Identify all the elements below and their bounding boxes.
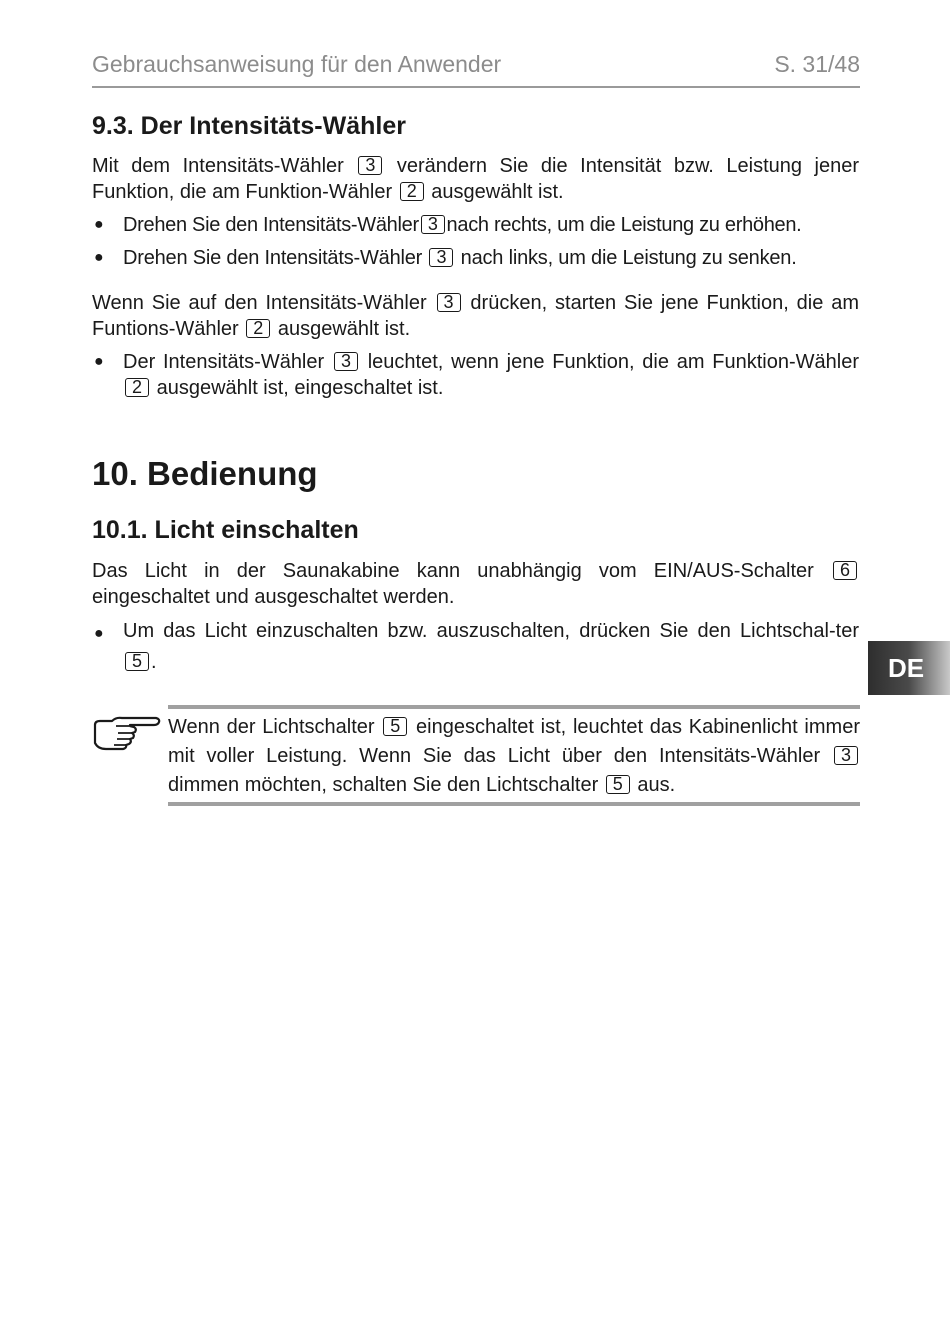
reference-box: 3 bbox=[834, 746, 858, 765]
section-10-1-intro: Das Licht in der Saunakabine kann unabhängig vom EIN/AUS-Schalter 6 eingeschaltet und ausgeschaltet werden. bbox=[92, 558, 859, 610]
reference-box: 3 bbox=[358, 156, 382, 175]
section-10-1-heading: 10.1. Licht einschalten bbox=[92, 516, 359, 544]
reference-box: 6 bbox=[833, 561, 857, 580]
document-title: Gebrauchsanweisung für den Anwender bbox=[92, 51, 502, 77]
page-content bbox=[92, 110, 859, 678]
reference-box: 5 bbox=[125, 652, 149, 671]
reference-box: 3 bbox=[334, 352, 358, 371]
reference-box: 3 bbox=[437, 293, 461, 312]
bullet-icon: ● bbox=[94, 216, 104, 233]
reference-box: 3 bbox=[429, 248, 453, 267]
pointing-hand-icon bbox=[92, 713, 162, 753]
language-tab-label: DE bbox=[888, 653, 925, 683]
list-item: ● Drehen Sie den Intensitäts-Wähler 3 nach rechts, um die Leistung zu erhöhen. bbox=[94, 214, 802, 236]
reference-box: 5 bbox=[606, 775, 630, 794]
section-9-3-heading: 9.3. Der Intensitäts-Wähler bbox=[92, 112, 406, 140]
reference-box: 2 bbox=[125, 378, 149, 397]
reference-box: 2 bbox=[400, 182, 424, 201]
reference-box: 3 bbox=[421, 215, 445, 234]
page-number: S. 31/48 bbox=[774, 51, 860, 77]
bullet-icon: ● bbox=[94, 625, 104, 642]
page-header bbox=[92, 50, 860, 88]
list-item: ● Drehen Sie den Intensitäts-Wähler 3 nach links, um die Leistung zu senken. bbox=[94, 247, 797, 269]
section-10-heading: 10. Bedienung bbox=[92, 455, 318, 492]
reference-box: 5 bbox=[383, 717, 407, 736]
reference-box: 2 bbox=[246, 319, 270, 338]
list-item: ● Um das Licht einzuschalten bzw. auszuschalten, drücken Sie den Lichtschal-ter 5 . bbox=[94, 620, 859, 673]
bullet-icon: ● bbox=[94, 353, 104, 370]
list-item: ● Der Intensitäts-Wähler 3 leuchtet, wenn jene Funktion, die am Funktion-Wähler 2 ausgewählt ist, eingeschaltet ist. bbox=[94, 351, 859, 399]
section-9-3-paragraph: Wenn Sie auf den Intensitäts-Wähler 3 drücken, starten Sie jene Funktion, die am Funtions-Wähler 2 ausgewählt ist. bbox=[92, 292, 859, 340]
bullet-icon: ● bbox=[94, 249, 104, 266]
section-9-3-intro: Mit dem Intensitäts-Wähler 3 verändern Sie die Intensität bzw. Leistung jener Funktion, die am Funktion-Wähler 2 ausgewählt ist. bbox=[92, 155, 859, 203]
note-text-box bbox=[168, 705, 860, 806]
note-block bbox=[92, 705, 860, 803]
note-text: Wenn der Lichtschalter 5 eingeschaltet ist, leuchtet das Kabinenlicht immer mit voller Leistung. Wenn Sie das Licht über den Intensitäts-Wähler 3 dimmen möchten, schalten Sie den Lichtschalter 5 aus. bbox=[168, 716, 860, 796]
language-tab bbox=[868, 641, 950, 695]
